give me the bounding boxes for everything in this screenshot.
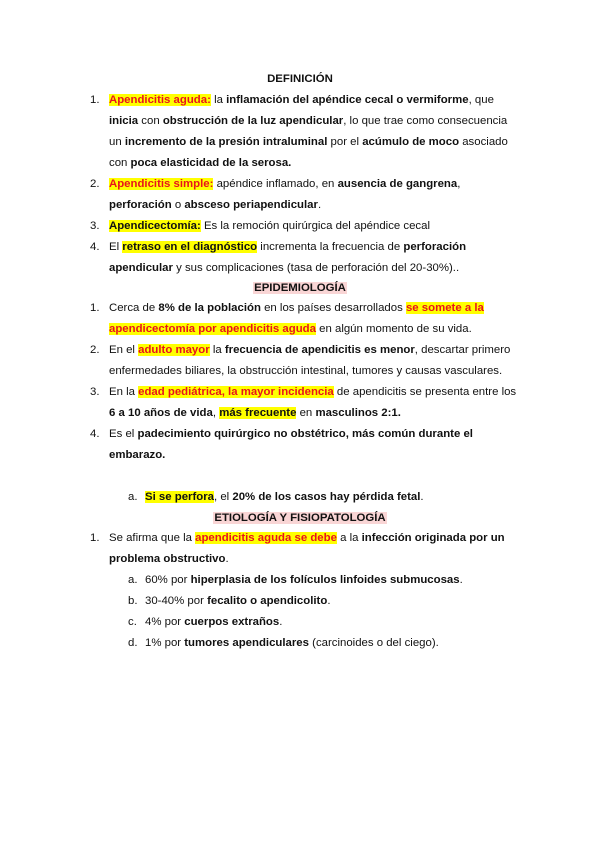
text-segment: En el	[109, 344, 139, 356]
text-segment: y sus complicaciones (tasa de perforación del 20-30%)..	[172, 262, 460, 274]
list-item-number: c.	[128, 616, 137, 628]
text-segment: , el	[214, 491, 233, 503]
highlighted-text: más frecuente	[219, 407, 297, 419]
list-item-text	[109, 216, 521, 237]
text-segment: 30-40% por	[145, 595, 208, 607]
text-segment: asociado con	[109, 136, 508, 169]
text-segment: por el	[327, 136, 363, 148]
highlighted-text: apendicitis aguda se debe	[195, 532, 337, 544]
heading-definicion-text: DEFINICIÓN	[267, 73, 333, 85]
text-segment: .	[459, 574, 463, 586]
text-segment: El	[109, 241, 123, 253]
highlighted-text: retraso en el diagnóstico	[122, 241, 258, 253]
text-segment: .	[225, 553, 229, 565]
text-segment: .	[279, 616, 283, 628]
list-item	[0, 528, 600, 570]
list-definicion	[0, 90, 600, 279]
list-item-number: a.	[128, 491, 138, 503]
list-item	[0, 382, 600, 424]
text-segment: Es el	[109, 428, 138, 440]
list-item-text	[145, 612, 525, 633]
text-segment: Cerca de	[109, 302, 159, 314]
list-item-number: 4.	[90, 241, 100, 253]
list-item-text	[145, 570, 525, 591]
text-segment: .	[420, 491, 424, 503]
list-etiologia	[0, 528, 600, 570]
bold-text: tumores apendiculares	[184, 637, 309, 649]
highlighted-text: adulto mayor	[138, 344, 210, 356]
list-item	[0, 237, 600, 279]
list-item-text	[109, 424, 521, 466]
text-segment: , descartar primero enfermedades biliares, la obstrucción intestinal, tumores y causas vasculares.	[109, 344, 511, 377]
text-segment: (carcinoides o del ciego).	[308, 637, 439, 649]
bold-text: frecuencia de apendicitis es menor	[224, 344, 415, 356]
bold-text: poca elasticidad de la serosa.	[130, 157, 292, 169]
text-segment: de apendicitis se presenta entre los	[333, 386, 517, 398]
list-item-text	[109, 382, 521, 424]
text-segment: la	[210, 94, 227, 106]
highlighted-text: Apendicitis aguda:	[109, 94, 211, 106]
bold-text: perforación	[109, 199, 172, 211]
text-segment: , que	[468, 94, 494, 106]
heading-epidemiologia-text: EPIDEMIOLOGÍA	[254, 282, 346, 294]
highlighted-text: se somete a la apendicectomía por apendicitis aguda	[109, 302, 484, 335]
heading-etiologia-text: ETIOLOGÍA Y FISIOPATOLOGÍA	[214, 512, 386, 524]
text-segment: en	[296, 407, 316, 419]
bold-text: perforación apendicular	[109, 241, 467, 274]
highlighted-text: Apendicectomía:	[109, 220, 201, 232]
list-item	[0, 612, 600, 633]
text-segment: , lo que trae como consecuencia un	[109, 115, 508, 148]
text-segment: incrementa la frecuencia de	[257, 241, 404, 253]
bold-text: infección originada por un problema obstructivo	[109, 532, 505, 565]
list-item	[0, 90, 600, 174]
list-item	[0, 633, 600, 654]
list-item-number: d.	[128, 637, 138, 649]
text-segment: .	[317, 199, 322, 211]
text-segment: 4% por	[145, 616, 185, 628]
bold-text: padecimiento quirúrgico no obstétrico, más común durante el embarazo.	[109, 428, 473, 461]
bold-text: 20% de los casos hay pérdida fetal	[232, 491, 421, 503]
list-item-number: 2.	[90, 178, 100, 190]
text-segment: a la	[336, 532, 362, 544]
list-item-text	[145, 487, 525, 508]
list-item	[0, 216, 600, 237]
text-segment: En la	[109, 386, 139, 398]
list-item-text	[109, 340, 521, 382]
heading-definicion	[0, 72, 600, 86]
heading-etiologia	[0, 511, 600, 525]
list-item-number: 3.	[90, 220, 100, 232]
list-item	[0, 298, 600, 340]
list-item-text	[145, 633, 525, 654]
list-item	[0, 340, 600, 382]
list-item-number: b.	[128, 595, 138, 607]
list-item	[0, 487, 600, 508]
list-item-text	[109, 298, 521, 340]
list-item-text	[145, 591, 525, 612]
list-item-text	[109, 528, 521, 570]
list-item-number: 1.	[90, 532, 100, 544]
list-item-number: 1.	[90, 302, 100, 314]
list-item-text	[109, 90, 521, 174]
bold-text: inflamación del apéndice cecal o vermiforme	[226, 94, 469, 106]
list-item-number: 1.	[90, 94, 100, 106]
bold-text: ausencia de gangrena	[337, 178, 458, 190]
text-segment: 1% por	[145, 637, 185, 649]
bold-text: incremento de la presión intraluminal	[124, 136, 328, 148]
bold-text: masculinos 2:1.	[315, 407, 401, 419]
bold-text: fecalito o apendicolito	[207, 595, 328, 607]
text-segment: Se afirma que la	[109, 532, 196, 544]
list-item-text	[109, 237, 521, 279]
highlighted-text: Si se perfora	[145, 491, 215, 503]
list-item-text	[109, 174, 521, 216]
list-item	[0, 570, 600, 591]
bold-text: acúmulo de moco	[362, 136, 460, 148]
list-item	[0, 591, 600, 612]
heading-epidemiologia	[0, 281, 600, 295]
sublist-epidemiologia	[0, 487, 600, 508]
text-segment: con	[138, 115, 163, 127]
bold-text: 8% de la población	[158, 302, 261, 314]
list-item-number: 4.	[90, 428, 100, 440]
sublist-etiologia	[0, 570, 600, 654]
bold-text: cuerpos extraños	[184, 616, 280, 628]
bold-text: hiperplasia de los folículos linfoides submucosas	[190, 574, 460, 586]
text-segment: ,	[457, 178, 461, 190]
list-item-number: 2.	[90, 344, 100, 356]
text-segment: la	[209, 344, 225, 356]
text-segment: en algún momento de su vida.	[315, 323, 472, 335]
bold-text: obstrucción de la luz apendicular	[162, 115, 344, 127]
bold-text: 6 a 10 años de vida	[109, 407, 213, 419]
highlighted-text: edad pediátrica, la mayor incidencia	[138, 386, 334, 398]
list-item	[0, 174, 600, 216]
text-segment: Es la remoción quirúrgica del apéndice cecal	[200, 220, 430, 232]
list-item	[0, 424, 600, 466]
list-item-number: 3.	[90, 386, 100, 398]
list-item-number: a.	[128, 574, 138, 586]
bold-text: absceso periapendicular	[184, 199, 318, 211]
highlighted-text: Apendicitis simple:	[109, 178, 214, 190]
text-segment: apéndice inflamado, en	[213, 178, 338, 190]
list-epidemiologia	[0, 298, 600, 466]
bold-text: inicia	[109, 115, 139, 127]
text-segment: 60% por	[145, 574, 191, 586]
text-segment: ,	[212, 407, 220, 419]
text-segment: o	[171, 199, 185, 211]
text-segment: en los países desarrollados	[260, 302, 406, 314]
text-segment: .	[327, 595, 331, 607]
